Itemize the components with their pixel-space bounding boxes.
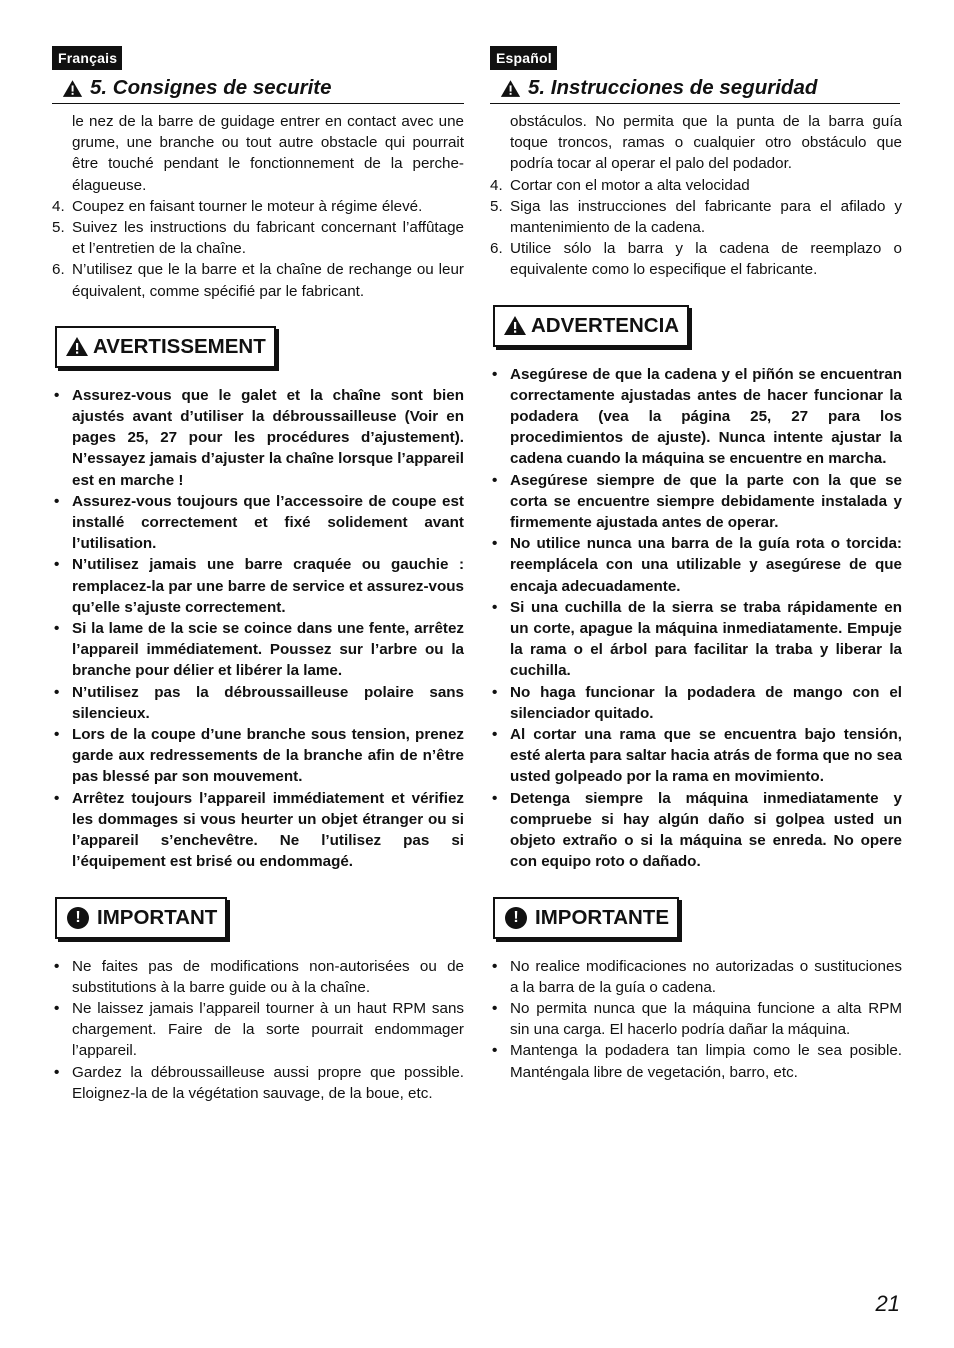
- exclamation-icon: !: [67, 907, 89, 929]
- list-item: • Asegúrese siempre de que la parte con la que se corta se encuentre siempre debidamente instalada y firmemente ajustada antes de operar.: [492, 471, 902, 532]
- list-item: • N’utilisez pas la débroussailleuse polaire sans silencieux.: [54, 683, 464, 722]
- important-box-heading: [55, 897, 227, 939]
- section-title: 5. Instrucciones de seguridad: [528, 76, 818, 99]
- warning-triangle-icon: [503, 315, 527, 336]
- list-item: 6. N’utilisez que le la barre et la chaîne de rechange ou leur équivalent, comme spécifié par le fabricant.: [52, 261, 464, 300]
- warning-list: [490, 364, 902, 873]
- important-list: [52, 956, 464, 1104]
- warning-title: AVERTISSEMENT: [93, 334, 266, 358]
- warning-box-heading: [55, 326, 276, 368]
- language-tab: Español: [490, 46, 557, 70]
- list-item: 4. Coupez en faisant tourner le moteur à régime élevé.: [52, 197, 423, 215]
- important-title: IMPORTANTE: [535, 905, 670, 929]
- important-list: [490, 956, 902, 1083]
- warning-triangle-icon: [500, 79, 521, 98]
- language-tab: Français: [52, 46, 122, 70]
- list-item: • No permita nunca que la máquina funcione a alta RPM sin una carga. El hacerlo podría dañar la máquina.: [492, 999, 902, 1039]
- warning-triangle-icon: [65, 336, 89, 357]
- section-heading: [52, 75, 464, 104]
- section-title: 5. Consignes de securite: [90, 76, 332, 99]
- list-item: • N’utilisez jamais une barre craquée ou gauchie : remplacez-la par une barre de service et assurez-vous qu’elle s’ajuste correctement.: [54, 556, 464, 616]
- exclamation-icon: !: [505, 907, 527, 929]
- list-item: • Si una cuchilla de la sierra se traba rápidamente en un corte, apague la máquina inmediatamente. Empuje la rama o el árbol para facilitar la traba y liberar la cuchilla.: [492, 598, 902, 680]
- list-item: • Asegúrese de que la cadena y el piñón se encuentran correctamente ajustadas antes de hacer funcionar la podadera (vea la página 25, 27 para los procedimientos de ajuste). Nunca intente ajustar la cadena cuando la máquina se encuentre en marcha.: [492, 365, 902, 468]
- list-item: • Ne laissez jamais l’appareil tourner à un haut RPM sans chargement. Faire de la sorte pourrait endommager l’appareil.: [54, 999, 464, 1060]
- spanish-column: [490, 46, 902, 1083]
- list-item: obstáculos. No permita que la punta de la barra guía toque troncos, ramas o cualquier otro obstáculo que podría tocar al operar el palo del podador.: [510, 113, 902, 173]
- list-item: • Lors de la coupe d’une branche sous tension, prenez garde aux redressements de la branche afin de n’être pas blessé par son mouvement.: [54, 726, 464, 786]
- list-item: • No haga funcionar la podadera de mango con el silenciador quitado.: [492, 683, 902, 722]
- french-column: [52, 46, 464, 1104]
- list-item: • Si la lame de la scie se coince dans une fente, arrêtez l’appareil immédiatement. Poussez sur l’arbre ou la branche pour délier et libérer la lame.: [54, 620, 464, 680]
- intro-list: [52, 111, 464, 302]
- important-title: IMPORTANT: [97, 905, 218, 929]
- list-item: • Gardez la débroussailleuse aussi propre que possible. Eloignez-la de la végétation sauvage, de la boue, etc.: [54, 1063, 464, 1102]
- list-item: 6. Utilice sólo la barra y la cadena de reemplazo o equivalente como lo especifique el fabricante.: [490, 240, 902, 279]
- section-heading: [490, 75, 900, 104]
- list-item: • Assurez-vous toujours que l’accessoire de coupe est installé correctement et fixé solidement avant l’utilisation.: [54, 492, 464, 553]
- page-number: 21: [875, 1291, 900, 1316]
- list-item: • Al cortar una rama que se encuentra bajo tensión, esté alerta para saltar hacia atrás de forma que no sea usted golpeado por la rama en movimiento.: [492, 726, 902, 786]
- list-item: • Assurez-vous que le galet et la chaîne sont bien ajustés avant d’utiliser la débroussailleuse (Voir en pages 25, 27 pour les procédures d’ajustement). N’essayez jamais d’ajuster la chaîne lorsque l’appareil est en marche !: [54, 386, 464, 489]
- warning-box-heading: [493, 305, 689, 347]
- list-item: 5. Siga las instrucciones del fabricante para el afilado y mantenimiento de la cadena.: [490, 197, 902, 237]
- list-item: 4. Cortar con el motor a alta velocidad: [490, 176, 750, 194]
- important-box-heading: [493, 897, 679, 939]
- list-item: • Arrêtez toujours l’appareil immédiatement et vérifiez les dommages si vous heurter un objet étranger ou si l’appareil s’enchevêtre. Ne l’utilisez pas si l’équipement est brisé ou endommagé.: [54, 789, 464, 871]
- warning-triangle-icon: [62, 79, 83, 98]
- list-item: le nez de la barre de guidage entrer en contact avec une grume, une branche ou tout autre obstacle qui pourrait être touché pendant le fonctionnement de la perche-élagueuse.: [72, 113, 464, 194]
- list-item: • Ne faites pas de modifications non-autorisées ou de substitutions à la barre guide ou à la chaîne.: [54, 957, 464, 996]
- list-item: • No realice modificaciones no autorizadas o sustituciones a la barra de la guía o cadena.: [492, 957, 902, 996]
- intro-list: [490, 111, 902, 281]
- list-item: • No utilice nunca una barra de la guía rota o torcida: reemplácela con una utilizable y asegúrese de que encaja adecuadamente.: [492, 535, 902, 595]
- list-item: • Mantenga la podadera tan limpia como le sea posible. Manténgala libre de vegetación, barro, etc.: [492, 1042, 902, 1081]
- list-item: • Detenga siempre la máquina inmediatamente y compruebe si hay algún daño si golpea usted un objeto extraño o si la máquina se enreda. No opere con equipo roto o dañado.: [492, 789, 902, 871]
- list-item: 5. Suivez les instructions du fabricant concernant l’affûtage et l’entretien de la chaîne.: [52, 219, 464, 258]
- warning-title: ADVERTENCIA: [531, 313, 680, 337]
- warning-list: [52, 385, 464, 873]
